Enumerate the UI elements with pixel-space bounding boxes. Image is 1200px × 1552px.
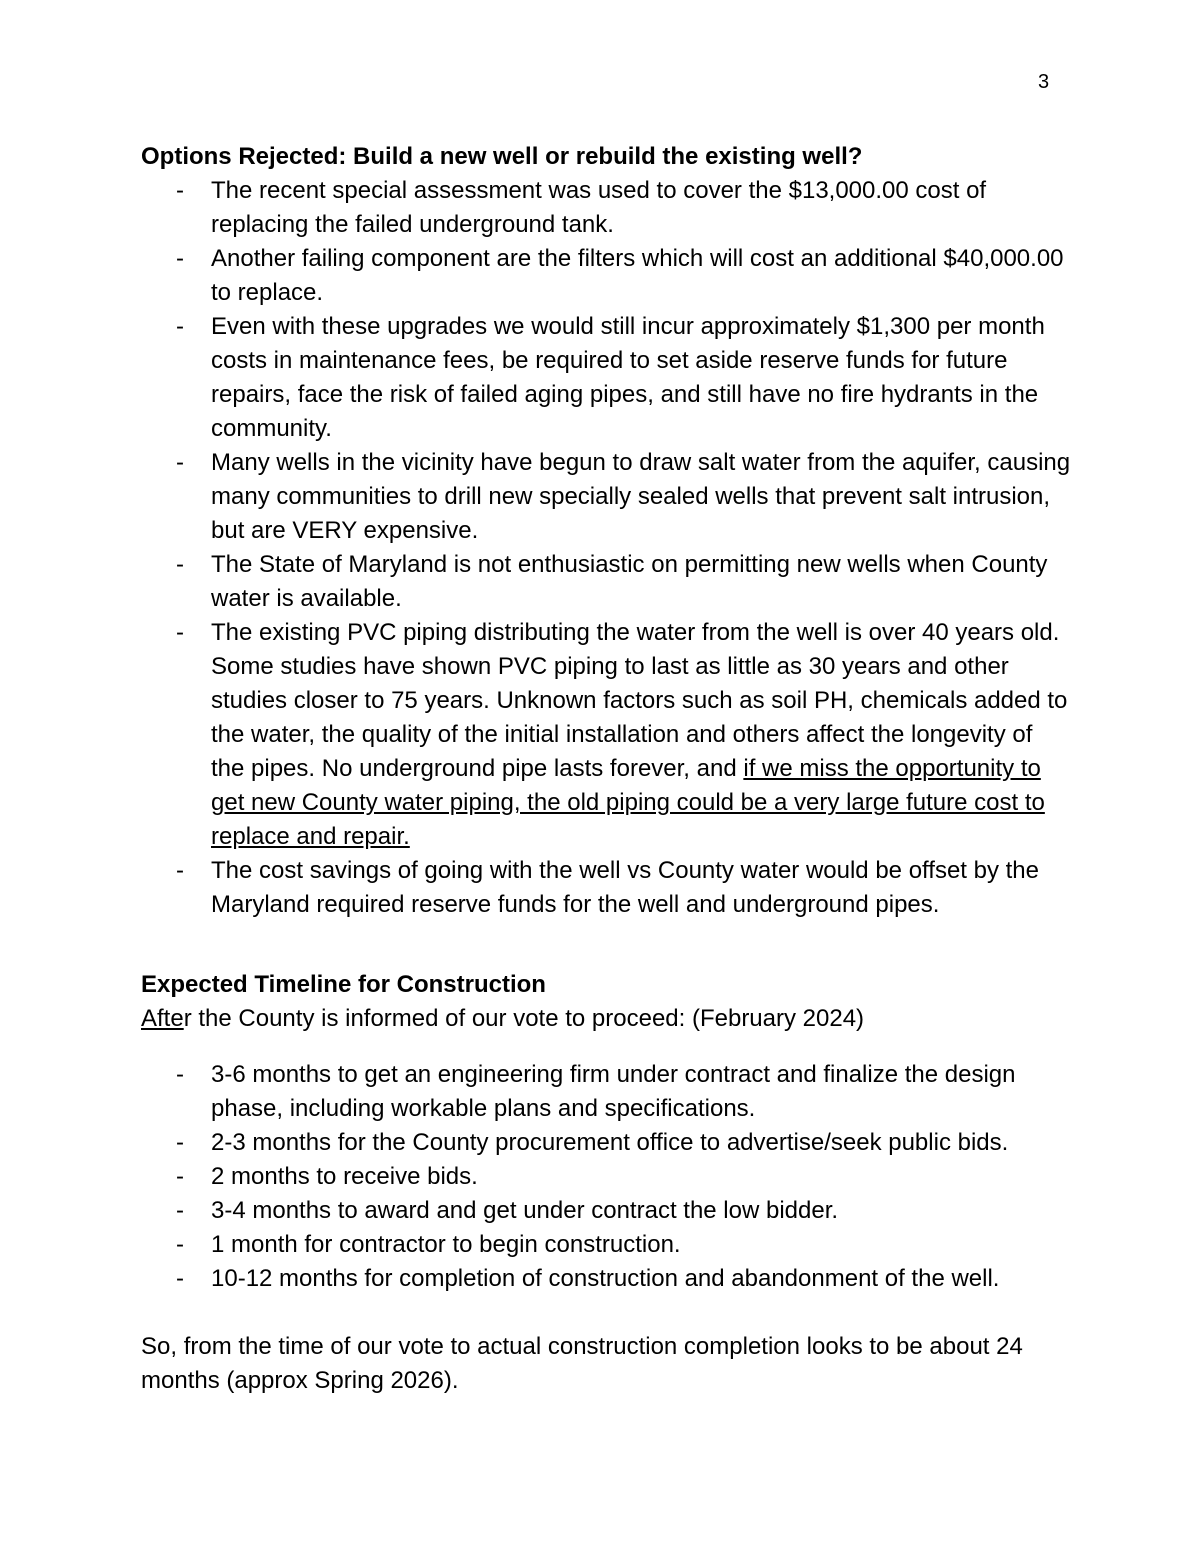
bullet-marker: - — [176, 1061, 184, 1088]
list-item-text: Another failing component are the filters which will cost an additional $40,000.00 to replace. — [211, 245, 1064, 306]
bullet-marker: - — [176, 1163, 184, 1190]
list-item-text: The existing PVC piping distributing the water from the well is over 40 years old. Some studies have shown PVC piping to last as little as 30 years and other studies closer to 75 years. Unknown factors such as soil PH, chemicals added to the water, the quality of the initial installation and others affect the longevity of the pipes. No underground pipe lasts forever, and — [211, 619, 1068, 782]
list-item — [141, 1228, 1071, 1262]
section-spacer — [141, 922, 1071, 968]
list-item-text: 2 months to receive bids. — [211, 1163, 478, 1190]
list-item — [141, 310, 1071, 446]
list-item-text: Even with these upgrades we would still incur approximately $1,300 per month costs in maintenance fees, be required to set aside reserve funds for future repairs, face the risk of failed aging pipes, and still have no fire hydrants in the community. — [211, 313, 1045, 442]
bullet-marker: - — [176, 245, 184, 272]
list-item — [141, 446, 1071, 548]
page-number: 3 — [1038, 71, 1050, 93]
list-item — [141, 1058, 1071, 1126]
list-item-text: 10-12 months for completion of construction and abandonment of the well. — [211, 1265, 1000, 1292]
bullet-marker: - — [176, 857, 184, 884]
bullet-marker: - — [176, 1231, 184, 1258]
list-item-text: The recent special assessment was used to cover the $13,000.00 cost of replacing the failed underground tank. — [211, 177, 987, 238]
bullet-marker: - — [176, 177, 184, 204]
list-item — [141, 1160, 1071, 1194]
list-item — [141, 1194, 1071, 1228]
paragraph-spacer — [141, 1036, 1071, 1058]
paragraph-spacer — [141, 1296, 1071, 1330]
list-item — [141, 548, 1071, 616]
underlined-warning-text: if we miss the opportunity to get new County water piping, the old piping could be a very large future cost to replace and repair. — [211, 755, 1045, 850]
bullet-marker: - — [176, 449, 184, 476]
timeline-heading: Expected Timeline for Construction — [141, 971, 546, 998]
list-item — [141, 854, 1071, 922]
bullet-marker: - — [176, 1129, 184, 1156]
bullet-marker: - — [176, 1265, 184, 1292]
timeline-intro-rest: r the County is informed of our vote to proceed: (February 2024) — [183, 1005, 865, 1032]
list-item-text: 1 month for contractor to begin construction. — [211, 1231, 681, 1258]
list-item-text: 2-3 months for the County procurement office to advertise/seek public bids. — [211, 1129, 1009, 1156]
list-item-text: 3-6 months to get an engineering firm under contract and finalize the design phase, including workable plans and specifications. — [211, 1061, 1016, 1122]
timeline-intro — [141, 1002, 1071, 1036]
document-body — [141, 140, 1071, 1398]
list-item — [141, 242, 1071, 310]
options-rejected-list — [141, 174, 1071, 922]
bullet-marker: - — [176, 551, 184, 578]
bullet-marker: - — [176, 619, 184, 646]
list-item — [141, 1262, 1071, 1296]
list-item — [141, 174, 1071, 242]
timeline-intro-underlined: Afte — [141, 1005, 184, 1032]
list-item — [141, 616, 1071, 854]
list-item — [141, 1126, 1071, 1160]
list-item-text: 3-4 months to award and get under contract the low bidder. — [211, 1197, 839, 1224]
options-rejected-heading: Options Rejected: Build a new well or rebuild the existing well? — [141, 143, 863, 170]
bullet-marker: - — [176, 1197, 184, 1224]
timeline-list — [141, 1058, 1071, 1296]
list-item-text: Many wells in the vicinity have begun to draw salt water from the aquifer, causing many communities to drill new specially sealed wells that prevent salt intrusion, but are VERY expensive. — [211, 449, 1071, 544]
bullet-marker: - — [176, 313, 184, 340]
list-item-text: The State of Maryland is not enthusiastic on permitting new wells when County water is available. — [211, 551, 1048, 612]
timeline-conclusion: So, from the time of our vote to actual construction completion looks to be about 24 months (approx Spring 2026). — [141, 1333, 1023, 1394]
list-item-text: The cost savings of going with the well vs County water would be offset by the Maryland required reserve funds for the well and underground pipes. — [211, 857, 1039, 918]
